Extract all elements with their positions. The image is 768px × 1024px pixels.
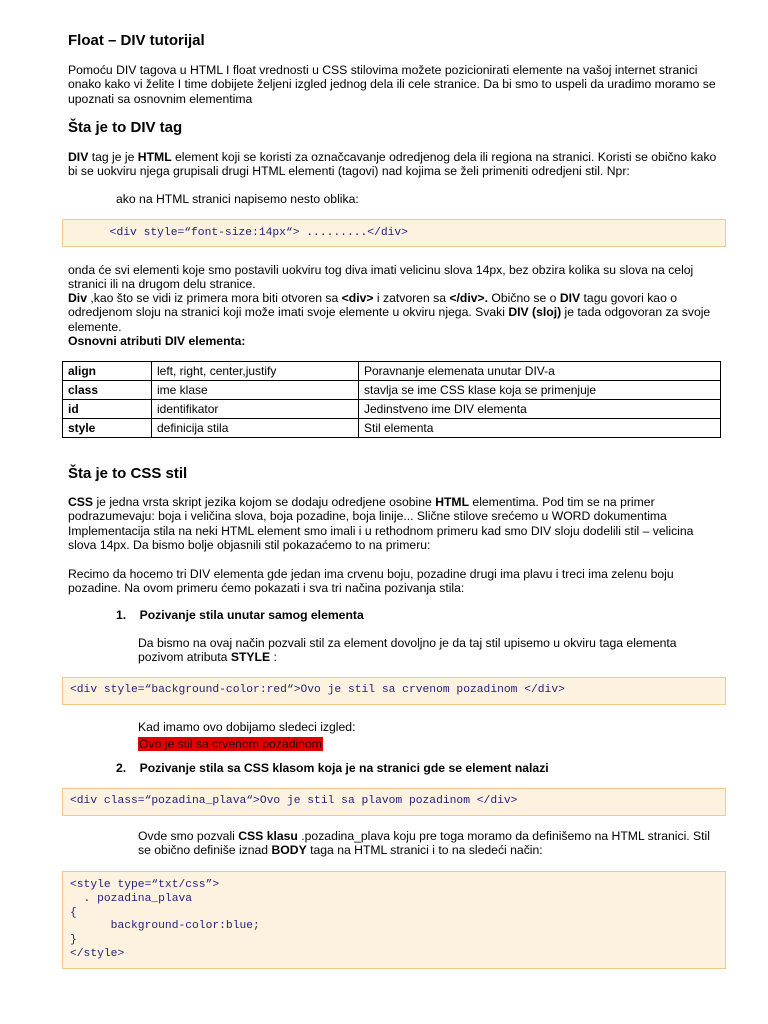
bold-text: CSS xyxy=(68,495,94,509)
text: tag je je xyxy=(88,150,138,164)
attribute-description-cell: stavlja se ime CSS klase koja se primenjuje xyxy=(359,381,721,400)
text: tagu govori kao o odredjenom sloju na stranici koji može imati svoje elemente u okviru njega. Svaki xyxy=(68,291,678,320)
text: element koji se koristi za označcavanje odredjenog dela ili regiona na stranici. Koristi se obično kako bi se uokviru njega grupisali drugi HTML elementi (tagovi) nad kojima se želi primeniti odredjeni stil. Npr: xyxy=(68,150,717,179)
attribute-name-cell: style xyxy=(63,419,152,438)
code-line: <div class=“pozadina_plava“>Ovo je stil sa plavom pozadinom </div> xyxy=(70,795,518,807)
code-line: </style> xyxy=(70,947,125,960)
page-title: Float – DIV tutorijal xyxy=(68,32,205,49)
code-block-div-example xyxy=(62,219,726,247)
list-item-title: Pozivanje stila sa CSS klasom koja je na stranici gde se element nalazi xyxy=(139,761,549,775)
list-item-title: Pozivanje stila unutar samog elementa xyxy=(139,608,364,622)
bold-text: STYLE xyxy=(230,650,271,665)
text: ,kao što se vidi iz primera mora biti otvoren sa xyxy=(86,291,342,305)
div-layer-paragraph xyxy=(68,291,718,334)
attribute-value-cell: definicija stila xyxy=(152,419,359,438)
table-row xyxy=(63,381,721,400)
attribute-value-cell: ime klase xyxy=(152,381,359,400)
bold-text: CSS klasu xyxy=(238,829,298,843)
text: Obično se o xyxy=(488,291,560,305)
text: i zatvoren sa xyxy=(373,291,450,305)
div-description-paragraph xyxy=(68,150,718,179)
text: je tada odgovoran za svoje elemente. xyxy=(68,305,711,334)
attribute-value-cell: left, right, center,justify xyxy=(152,362,359,381)
bold-text: DIV xyxy=(559,291,581,305)
red-demo-text: Ovo je stil sa crvenom pozadinom xyxy=(139,737,322,751)
code-line: { xyxy=(70,906,77,919)
list-number: 1. xyxy=(116,608,127,622)
code-line: background-color:blue; xyxy=(70,920,260,933)
bold-text: HTML xyxy=(435,495,470,509)
bold-text: DIV (sloj) xyxy=(508,305,562,320)
text: Da bismo na ovaj način pozvali stil za element dovoljno je da taj stil upisemo u okviru taga elementa pozivom atributa xyxy=(138,636,677,665)
attribute-description-cell: Poravnanje elemenata unutar DIV-a xyxy=(359,362,721,381)
table-row xyxy=(63,419,721,438)
bold-text: <div> xyxy=(341,291,374,305)
bold-text: DIV xyxy=(68,150,89,164)
text: taga na HTML stranici i to na sledeći način: xyxy=(306,843,543,858)
div-size-paragraph: onda će svi elementi koje smo postavili uokviru tog diva imati velicinu slova 14px, bez obzira kolika su slova na celoj stranici ili na drugom delu stranice. xyxy=(68,263,694,292)
attribute-name-cell: align xyxy=(63,362,152,381)
code-block-inline-style xyxy=(62,677,726,705)
bold-text: </div>. xyxy=(449,291,488,305)
example-intro-paragraph: Recimo da hocemo tri DIV elementa gde jedan ima crvenu boju, pozadine drugi ima plavu i treci ima zelenu boju pozadine. Na ovom primeru ćemo pokazati i sva tri načina pozivanja stila: xyxy=(68,567,674,596)
indented-text: ako na HTML stranici napisemo nesto oblika: xyxy=(116,192,359,206)
list-item-2 xyxy=(116,761,549,775)
css-class-paragraph xyxy=(138,829,718,858)
bold-text: Div xyxy=(68,291,87,305)
text: je jedna vrsta skript jezika kojom se dodaju odredjene osobine xyxy=(93,495,436,509)
table-row xyxy=(63,400,721,419)
text: elementima. Pod tim se na primer podrazumevaju: boja i veličina slova, boja pozadine, boja linije... Slične stilove srećemo u WORD dokumentima Implementacija stila na neki HTML element smo imali i u rethodnom primeru kad smo DIV sloju dodelili stil – velicina slova 14px. Da bismo bolje objasnili stil pokazaćemo to na primeru: xyxy=(68,495,694,552)
attributes-table xyxy=(62,361,721,438)
attribute-description-cell: Stil elementa xyxy=(359,419,721,438)
css-description-paragraph xyxy=(68,495,718,552)
text: Ovde smo pozvali xyxy=(138,829,239,843)
table-row xyxy=(63,362,721,381)
code-line: . pozadina_plava xyxy=(70,892,193,905)
section-heading-css: Šta je to CSS stil xyxy=(68,465,188,482)
code-block-style-definition xyxy=(62,871,726,969)
attribute-name-cell: id xyxy=(63,400,152,419)
attributes-heading: Osnovni atributi DIV elementa: xyxy=(68,334,246,348)
result-label: Kad imamo ovo dobijamo sledeci izgled: xyxy=(138,720,356,734)
list-number: 2. xyxy=(116,761,127,775)
code-line: <div style=“font-size:14px“> .........</div> xyxy=(69,227,408,239)
code-line: <div style=“background-color:red“>Ovo je stil sa crvenom pozadinom </div> xyxy=(70,684,565,696)
attribute-description-cell: Jedinstveno ime DIV elementa xyxy=(359,400,721,419)
attribute-value-cell: identifikator xyxy=(152,400,359,419)
list-item-1 xyxy=(116,608,364,622)
red-background-demo xyxy=(138,735,323,753)
text: .pozadina_plava koju pre toga moramo da definišemo na HTML stranici. Stil se obično definiše iznad xyxy=(138,829,710,858)
inline-style-paragraph xyxy=(138,636,718,665)
code-block-class-style xyxy=(62,788,726,816)
intro-paragraph: Pomoću DIV tagova u HTML I float vrednosti u CSS stilovima možete pozicionirati elemente na vašoj internet stranici onako kako vi želite I time dobijete željeni izgled jednog dela ili cele stranice. Da bi smo to uspeli da uradimo moramo se upoznati sa osnovnim elementima xyxy=(68,63,716,106)
bold-text: BODY xyxy=(271,843,307,858)
section-heading-div: Šta je to DIV tag xyxy=(68,119,183,136)
code-line: <style type=“txt/css”> xyxy=(70,879,220,891)
bold-text: HTML xyxy=(137,150,172,164)
code-line: } xyxy=(70,934,77,947)
attribute-name-cell: class xyxy=(63,381,152,400)
text: : xyxy=(270,650,277,665)
